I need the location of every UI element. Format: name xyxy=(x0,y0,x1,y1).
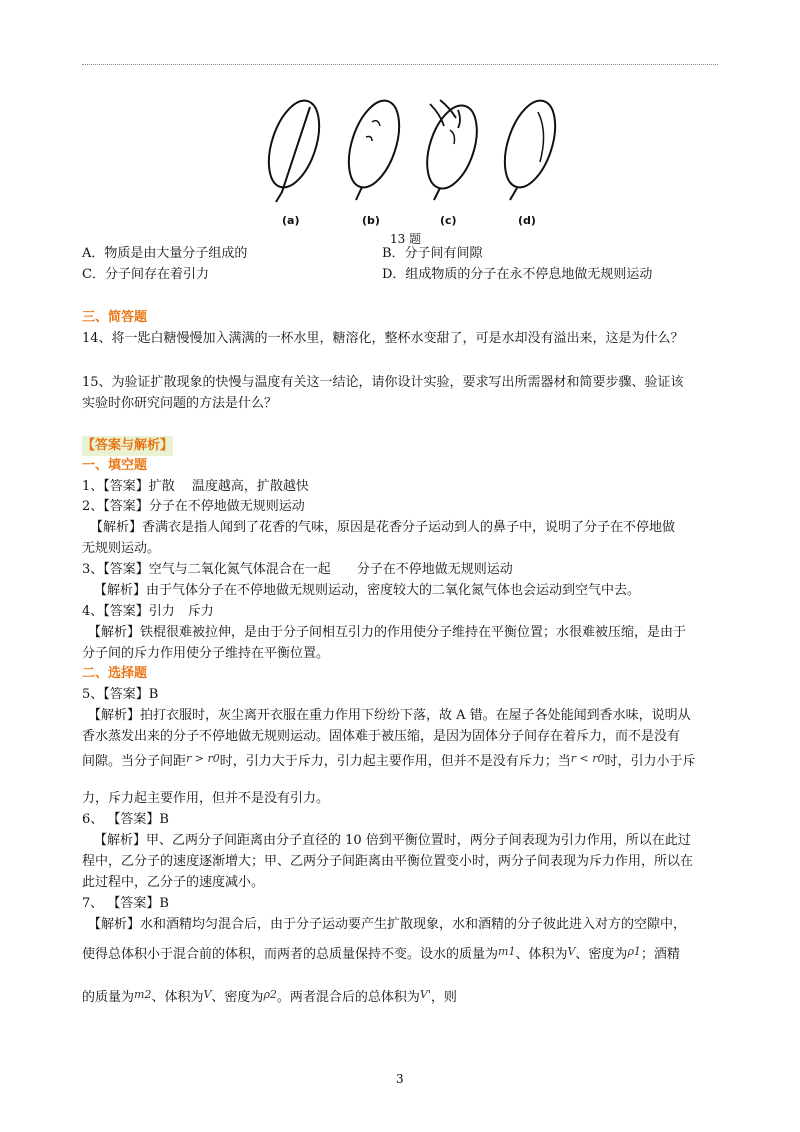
option-d: D．组成物质的分子在永不停息地做无规则运动 xyxy=(382,267,653,282)
option-a: A．物质是由大量分子组成的 xyxy=(82,246,248,261)
answer-6-explanation-3: 此过程中，乙分子的速度减小。 xyxy=(82,875,265,890)
leaf-figure xyxy=(262,92,562,232)
figure-caption: 13 题 xyxy=(390,232,422,246)
fig-label-b: (b) xyxy=(362,214,380,227)
answer-2: 2、【答案】分子在不停地做无规则运动 xyxy=(82,499,305,514)
leaf-c-stem xyxy=(434,188,440,200)
option-row-2 xyxy=(82,265,653,285)
answers-title: 【答案与解析】 xyxy=(82,436,173,456)
symbol-v2: V xyxy=(203,988,212,1001)
question-14: 14、将一匙白糖慢慢加入满满的一杯水里，糖溶化，整杯水变甜了，可是水却没有溢出来，这是为什么？ xyxy=(82,331,684,346)
answer-5-explanation-3: 间隙。当分子间距$^{r > r0}$时，引力大于斥力，引力起主要作用，但并不是没有斥力；当$^{r < r0}$时，引力小于斥 xyxy=(82,752,696,769)
answers-section-1-title: 一、填空题 xyxy=(82,458,148,473)
leaf-d-stem xyxy=(510,188,517,200)
answer-4: 4、【答案】引力 斥力 xyxy=(82,604,214,619)
answers-section-2-title: 二、选择题 xyxy=(82,666,148,681)
answer-5-explanation-4: 力，斥力起主要作用，但并不是没有引力。 xyxy=(82,791,330,806)
answer-7-explanation-1: 【解析】水和酒精均匀混合后，由于分子运动要产生扩散现象，水和酒精的分子彼此进入对方的空隙中， xyxy=(88,917,687,932)
fig-label-a: (a) xyxy=(282,214,300,227)
formula-r-greater-r0: r > r0 xyxy=(186,752,220,765)
answer-7: 7、 【答案】B xyxy=(82,896,169,911)
answer-5: 5、【答案】B xyxy=(82,687,159,702)
question-15-line-2: 实验时你研究问题的方法是什么？ xyxy=(82,396,278,411)
answer-7-explanation-2: 使得总体积小于混合前的体积，而两者的总质量保持不变。设水的质量为$^{m1}$、体积为$^V$、密度为$^{\rho 1}$；酒精 xyxy=(82,945,680,962)
question-15-line-1: 15、为验证扩散现象的快慢与温度有关这一结论，请你设计实验，要求写出所需器材和简要步骤、验证该 xyxy=(82,375,684,390)
answer-3: 3、【答案】空气与二氧化氮气体混合在一起 分子在不停地做无规则运动 xyxy=(82,562,513,577)
answer-5-explanation-2: 香水蒸发出来的分子不停地做无规则运动。固体难于被压缩，是因为固体分子间存在着斥力，而不是没有 xyxy=(82,729,681,744)
leaf-b xyxy=(339,94,409,193)
fig-label-c: (c) xyxy=(440,214,457,227)
answer-2-explanation-2: 无规则运动。 xyxy=(82,541,161,556)
answer-7-explanation-3: 的质量为$^{m2}$、体积为$^V$、密度为$^{\rho 2}$。两者混合后的总体积为$^{V'}$，则 xyxy=(82,988,457,1005)
answer-3-explanation: 【解析】由于气体分子在不停地做无规则运动，密度较大的二氧化氮气体也会运动到空气中去。 xyxy=(94,583,641,598)
symbol-m2: m2 xyxy=(134,988,152,1001)
symbol-rho1: ρ1 xyxy=(627,945,641,958)
answer-5-explanation-1: 【解析】拍打衣服时，灰尘离开衣服在重力作用下纷纷下落，故 A 错。在屋子各处能闻到香水味，说明从 xyxy=(88,708,691,723)
symbol-rho2: ρ2 xyxy=(263,988,277,1001)
answer-4-explanation-2: 分子间的斥力作用使分子维持在平衡位置。 xyxy=(82,646,330,661)
header-rule xyxy=(82,64,718,65)
option-c: C．分子间存在着引力 xyxy=(82,267,209,282)
page-number: 3 xyxy=(396,1072,404,1086)
answer-4-explanation-1: 【解析】铁棍很难被拉伸，是由于分子间相互引力的作用使分子维持在平衡位置；水很难被压缩，是由于 xyxy=(88,625,687,640)
leaf-a xyxy=(262,94,329,193)
formula-r-less-r0: r < r0 xyxy=(570,752,605,765)
answer-2-explanation-1: 【解析】香满衣是指人闻到了花香的气味，原因是花香分子运动到人的鼻子中，说明了分子在不停地做 xyxy=(90,520,676,535)
leaf-d xyxy=(495,94,562,193)
leaf-b-stem xyxy=(356,187,362,200)
option-b: B．分子间有间隙 xyxy=(382,246,483,261)
option-row-1 xyxy=(82,244,483,264)
answer-6: 6、 【答案】B xyxy=(82,812,169,827)
symbol-m1: m1 xyxy=(498,945,516,958)
answer-1: 1、【答案】扩散 温度越高，扩散越快 xyxy=(82,479,309,494)
answer-6-explanation-1: 【解析】甲、乙两分子间距离由分子直径的 10 倍到平衡位置时，两分子间表现为引力作用，所以在此过 xyxy=(94,833,691,848)
symbol-v-prime: V' xyxy=(419,988,431,1001)
fig-label-d: (d) xyxy=(518,214,536,227)
symbol-v1: V xyxy=(567,945,576,958)
answer-6-explanation-2: 程中，乙分子的速度逐渐增大；甲、乙两分子间距离由平衡位置变小时，两分子间表现为斥力作用，所以在 xyxy=(82,854,694,869)
section-3-title: 三、简答题 xyxy=(82,310,148,325)
